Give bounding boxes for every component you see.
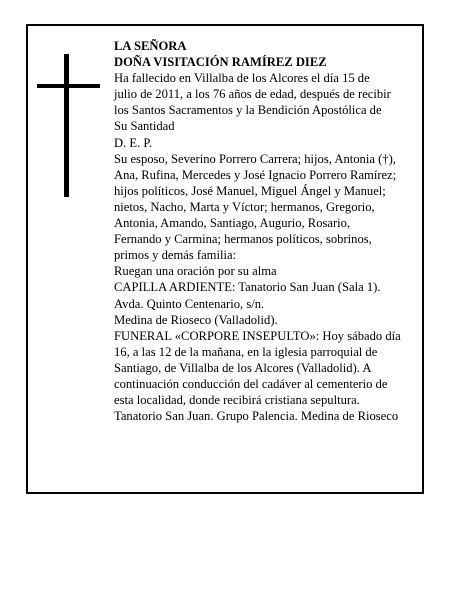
body-line: Ha fallecido en Villalba de los Alcores el día 15 de bbox=[114, 71, 370, 86]
body-line: Antonia, Amando, Santiago, Augurio, Rosario, bbox=[114, 216, 351, 231]
chapel-line: CAPILLA ARDIENTE: Tanatorio San Juan (Sala 1). bbox=[114, 280, 381, 295]
deceased-name: DOÑA VISITACIÓN RAMÍREZ DIEZ bbox=[114, 55, 327, 70]
body-line: Fernando y Carmina; hermanos políticos, sobrinos, bbox=[114, 232, 372, 247]
title-line: LA SEÑORA bbox=[114, 39, 187, 53]
cross-vertical-bar bbox=[64, 54, 69, 197]
body-line: Santiago, de Villalba de los Alcores (Valladolid). A bbox=[114, 360, 372, 375]
cross-horizontal-bar bbox=[37, 84, 100, 88]
rip-line: D. E. P. bbox=[114, 135, 153, 150]
body-line: esta localidad, donde recibirá cristiana sepultura. bbox=[114, 393, 360, 408]
city-line: Medina de Rioseco (Valladolid). bbox=[114, 312, 278, 327]
body-line: 16, a las 12 de la mañana, en la iglesia parroquial de bbox=[114, 344, 378, 359]
body-line: Su esposo, Severino Porrero Carrera; hijos, Antonia (†), bbox=[114, 151, 396, 166]
obituary-text bbox=[114, 38, 432, 424]
body-line: nietos, Nacho, Marta y Víctor; hermanos, Gregorio, bbox=[114, 199, 375, 214]
body-line: Su Santidad bbox=[114, 119, 175, 134]
prayer-line: Ruegan una oración por su alma bbox=[114, 264, 277, 279]
funeral-line: FUNERAL «CORPORE INSEPULTO»: Hoy sábado día bbox=[114, 328, 401, 343]
body-line: hijos políticos, José Manuel, Miguel Ángel y Manuel; bbox=[114, 183, 386, 198]
address-line: Avda. Quinto Centenario, s/n. bbox=[114, 296, 265, 311]
body-line: continuación conducción del cadáver al cementerio de bbox=[114, 376, 388, 391]
body-line: Ana, Rufina, Mercedes y José Ignacio Porrero Ramírez; bbox=[114, 167, 397, 182]
body-line: julio de 2011, a los 76 años de edad, después de recibir bbox=[114, 87, 391, 102]
body-line: primos y demás familia: bbox=[114, 248, 237, 263]
body-line: los Santos Sacramentos y la Bendición Apostólica de bbox=[114, 103, 382, 118]
funeral-home-line: Tanatorio San Juan. Grupo Palencia. Medina de Rioseco bbox=[114, 409, 399, 424]
